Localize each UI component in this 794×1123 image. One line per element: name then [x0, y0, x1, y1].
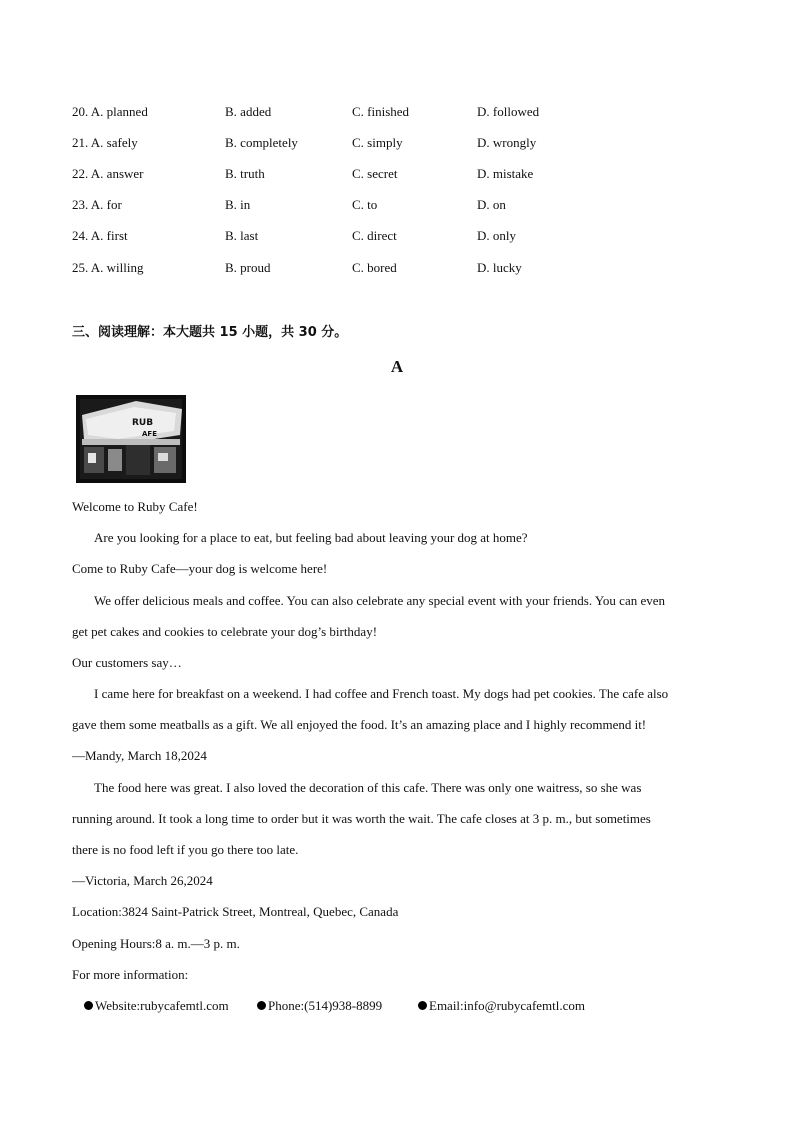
website-item [84, 998, 229, 1014]
option-d: D. on [477, 197, 506, 212]
bullet-icon [418, 1001, 427, 1010]
review-2-signature: —Victoria, March 26,2024 [72, 873, 213, 888]
cafe-hours: Opening Hours:8 a. m.—3 p. m. [72, 936, 240, 951]
option-c: C. direct [352, 228, 397, 243]
review-2-line-1: The food here was great. I also loved the decoration of this cafe. There was only one waitress, so she was [94, 780, 642, 795]
option-c: C. secret [352, 166, 398, 181]
option-d: D. wrongly [477, 135, 537, 150]
option-b: B. added [225, 104, 272, 119]
option-d: D. lucky [477, 260, 522, 275]
email-text: Email:info@rubycafemtl.com [429, 998, 586, 1013]
email-item [418, 998, 585, 1014]
option-a: 22. A. answer [72, 166, 144, 181]
customers-heading: Our customers say… [72, 655, 182, 670]
sign-text-2: AFE [142, 430, 157, 438]
paragraph-2: Come to Ruby Cafe—your dog is welcome here! [72, 561, 328, 576]
cafe-photo [76, 395, 186, 483]
phone-item [257, 998, 382, 1014]
review-1-line-2: gave them some meatballs as a gift. We all enjoyed the food. It’s an amazing place and I highly recommend it! [72, 717, 647, 732]
option-d: D. followed [477, 104, 540, 119]
phone-text: Phone:(514)938-8899 [268, 998, 383, 1013]
option-b: B. in [225, 197, 251, 212]
review-1-line-1: I came here for breakfast on a weekend. I had coffee and French toast. My dogs had pet cookies. The cafe also [94, 686, 669, 701]
bullet-icon [257, 1001, 266, 1010]
option-c: C. simply [352, 135, 403, 150]
option-a: 25. A. willing [72, 260, 144, 275]
option-c: C. bored [352, 260, 397, 275]
website-text: Website:rubycafemtl.com [95, 998, 229, 1013]
paragraph-1: Are you looking for a place to eat, but feeling bad about leaving your dog at home? [94, 530, 528, 545]
review-2-line-3: there is no food left if you go there too late. [72, 842, 299, 857]
review-2-line-2: running around. It took a long time to order but it was worth the wait. The cafe closes at 3 p. m., but sometimes [72, 811, 651, 826]
option-d: D. only [477, 228, 516, 243]
option-c: C. finished [352, 104, 410, 119]
option-d: D. mistake [477, 166, 534, 181]
paragraph-3-line-1: We offer delicious meals and coffee. You can also celebrate any special event with your friends. You can even [94, 593, 666, 608]
option-b: B. proud [225, 260, 271, 275]
section-heading: 三、阅读理解：本大题共 15 小题，共 30 分。 [72, 325, 348, 340]
option-a: 24. A. first [72, 228, 128, 243]
option-c: C. to [352, 197, 378, 212]
part-letter: A [390, 357, 404, 376]
review-1-signature: —Mandy, March 18,2024 [72, 748, 207, 763]
more-info-heading: For more information: [72, 967, 189, 982]
cafe-location: Location:3824 Saint-Patrick Street, Montreal, Quebec, Canada [72, 904, 399, 919]
option-a: 21. A. safely [72, 135, 138, 150]
option-b: B. truth [225, 166, 265, 181]
sign-text-1: RUB [132, 418, 154, 428]
option-b: B. last [225, 228, 259, 243]
passage-title: Welcome to Ruby Cafe! [72, 499, 198, 514]
option-a: 23. A. for [72, 197, 122, 212]
option-a: 20. A. planned [72, 104, 148, 119]
bullet-icon [84, 1001, 93, 1010]
option-b: B. completely [225, 135, 298, 150]
paragraph-3-line-2: get pet cakes and cookies to celebrate your dog’s birthday! [72, 624, 378, 639]
